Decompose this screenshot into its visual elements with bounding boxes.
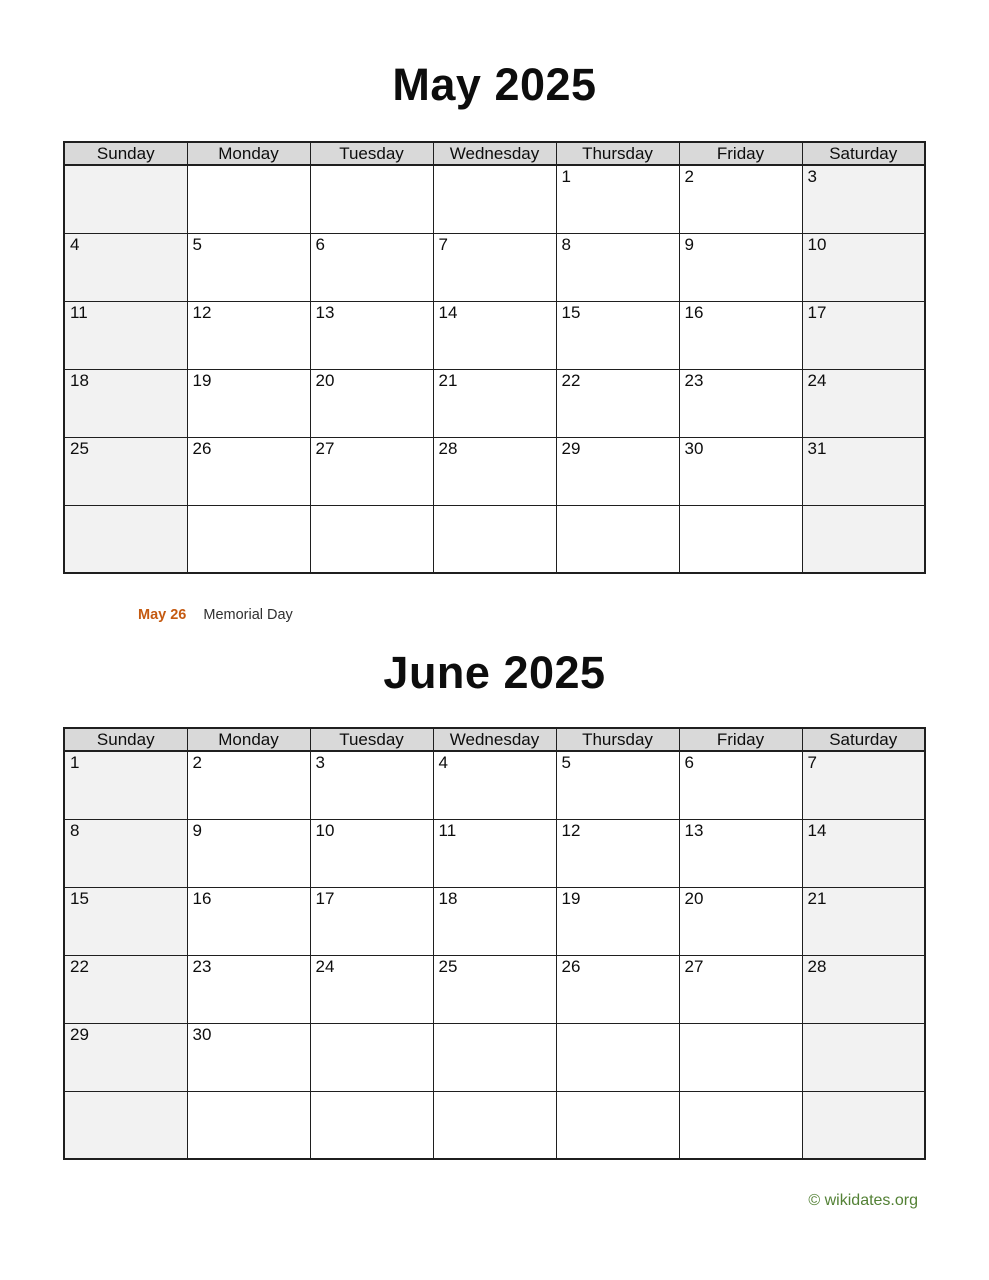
date-number — [188, 166, 310, 167]
date-number — [311, 166, 433, 167]
date-cell — [64, 1023, 187, 1091]
date-cell — [187, 1023, 310, 1091]
date-number: 27 — [684, 956, 704, 976]
date-cell — [679, 369, 802, 437]
empty-cell — [556, 1091, 679, 1159]
date-cell — [679, 887, 802, 955]
calendar-table-may — [63, 141, 926, 574]
date-number — [803, 1024, 925, 1025]
date-cell — [310, 887, 433, 955]
day-header-wednesday: Wednesday — [433, 728, 556, 751]
date-cell — [64, 369, 187, 437]
date-cell — [802, 751, 925, 819]
day-header-wednesday: Wednesday — [433, 142, 556, 165]
empty-cell — [802, 505, 925, 573]
day-header-saturday: Saturday — [802, 728, 925, 751]
date-cell — [64, 955, 187, 1023]
footer-credit-link[interactable]: © wikidates.org — [808, 1192, 918, 1209]
date-number: 28 — [438, 438, 458, 458]
date-cell — [187, 751, 310, 819]
date-cell — [802, 165, 925, 233]
date-number: 16 — [684, 302, 704, 322]
date-cell — [802, 233, 925, 301]
day-header-friday: Friday — [679, 728, 802, 751]
date-cell — [187, 369, 310, 437]
date-cell — [556, 301, 679, 369]
date-cell — [433, 233, 556, 301]
date-number: 13 — [315, 302, 335, 322]
week-row — [64, 887, 925, 955]
empty-cell — [64, 165, 187, 233]
date-number: 21 — [807, 888, 827, 908]
week-row — [64, 369, 925, 437]
date-number: 4 — [70, 234, 80, 254]
date-number: 1 — [70, 753, 80, 772]
date-number: 27 — [315, 438, 335, 458]
week-row — [64, 1023, 925, 1091]
date-number: 29 — [561, 438, 581, 458]
date-number: 25 — [70, 438, 89, 458]
date-cell — [433, 955, 556, 1023]
holiday-event-label: Memorial Day — [203, 607, 293, 623]
week-row — [64, 437, 925, 505]
date-cell — [802, 437, 925, 505]
empty-cell — [556, 1023, 679, 1091]
date-number: 29 — [70, 1024, 89, 1044]
week-row — [64, 751, 925, 819]
date-number: 11 — [70, 302, 88, 322]
date-number — [434, 1092, 556, 1093]
date-cell — [556, 369, 679, 437]
date-cell — [802, 955, 925, 1023]
date-cell — [187, 233, 310, 301]
date-number: 7 — [438, 234, 448, 254]
date-cell — [187, 819, 310, 887]
day-header-saturday: Saturday — [802, 142, 925, 165]
day-header-monday: Monday — [187, 728, 310, 751]
date-number: 5 — [561, 753, 571, 772]
date-number: 22 — [70, 956, 89, 976]
date-cell — [433, 819, 556, 887]
empty-cell — [64, 1091, 187, 1159]
empty-cell — [187, 1091, 310, 1159]
date-number: 24 — [807, 370, 827, 390]
date-number — [188, 1092, 310, 1093]
date-cell — [310, 751, 433, 819]
date-number: 3 — [807, 167, 817, 186]
date-number: 10 — [807, 234, 827, 254]
day-header-sunday: Sunday — [64, 728, 187, 751]
calendar-table-june — [63, 727, 926, 1160]
date-cell — [310, 819, 433, 887]
date-cell — [64, 751, 187, 819]
date-number: 19 — [192, 370, 212, 390]
week-row — [64, 165, 925, 233]
date-number: 19 — [561, 888, 581, 908]
date-number: 2 — [192, 753, 202, 772]
date-cell — [310, 955, 433, 1023]
week-row — [64, 233, 925, 301]
empty-cell — [802, 1091, 925, 1159]
date-number: 8 — [561, 234, 571, 254]
date-number — [680, 1092, 802, 1093]
date-number — [434, 506, 556, 507]
date-number — [434, 166, 556, 167]
date-cell — [679, 437, 802, 505]
date-cell — [556, 165, 679, 233]
date-number — [557, 506, 679, 507]
date-number: 8 — [70, 820, 80, 840]
date-cell — [679, 233, 802, 301]
date-number — [311, 506, 433, 507]
date-cell — [802, 301, 925, 369]
date-number — [65, 166, 187, 167]
date-number: 25 — [438, 956, 458, 976]
date-number — [65, 506, 187, 507]
date-number — [557, 1024, 679, 1025]
date-number: 23 — [684, 370, 704, 390]
date-cell — [310, 437, 433, 505]
date-cell — [310, 233, 433, 301]
day-header-thursday: Thursday — [556, 142, 679, 165]
empty-cell — [433, 505, 556, 573]
date-cell — [187, 955, 310, 1023]
date-number: 30 — [192, 1024, 212, 1044]
date-number: 18 — [70, 370, 89, 390]
month-title-may: May 2025 — [392, 59, 597, 110]
date-number: 11 — [438, 820, 457, 840]
empty-cell — [556, 505, 679, 573]
empty-cell — [433, 1091, 556, 1159]
date-cell — [433, 301, 556, 369]
date-number: 18 — [438, 888, 458, 908]
week-row — [64, 301, 925, 369]
date-cell — [187, 301, 310, 369]
date-number: 17 — [807, 302, 827, 322]
date-number: 20 — [684, 888, 704, 908]
empty-cell — [310, 505, 433, 573]
date-cell — [187, 887, 310, 955]
empty-cell — [310, 165, 433, 233]
date-number — [803, 1092, 925, 1093]
empty-cell — [310, 1023, 433, 1091]
date-number: 28 — [807, 956, 827, 976]
date-cell — [679, 819, 802, 887]
date-number: 14 — [438, 302, 458, 322]
date-cell — [433, 887, 556, 955]
date-cell — [556, 233, 679, 301]
date-cell — [556, 887, 679, 955]
empty-cell — [310, 1091, 433, 1159]
date-number: 1 — [561, 167, 571, 186]
date-number: 15 — [561, 302, 581, 322]
date-number: 3 — [315, 753, 325, 772]
date-number — [65, 1092, 187, 1093]
date-cell — [679, 955, 802, 1023]
empty-cell — [433, 1023, 556, 1091]
date-cell — [64, 887, 187, 955]
date-number — [557, 1092, 679, 1093]
date-number: 16 — [192, 888, 212, 908]
empty-cell — [679, 1023, 802, 1091]
date-number: 24 — [315, 956, 335, 976]
date-cell — [433, 369, 556, 437]
month-title-june: June 2025 — [383, 647, 606, 698]
week-row — [64, 505, 925, 573]
date-number — [434, 1024, 556, 1025]
empty-cell — [187, 165, 310, 233]
date-cell — [433, 751, 556, 819]
date-number: 9 — [684, 234, 694, 254]
date-number — [803, 506, 925, 507]
date-cell — [802, 887, 925, 955]
date-number: 23 — [192, 956, 212, 976]
empty-cell — [679, 1091, 802, 1159]
date-cell — [679, 301, 802, 369]
date-cell — [310, 369, 433, 437]
date-cell — [802, 369, 925, 437]
day-header-tuesday: Tuesday — [310, 728, 433, 751]
date-number: 26 — [561, 956, 581, 976]
date-number: 7 — [807, 753, 817, 772]
date-number: 6 — [684, 753, 694, 772]
empty-cell — [64, 505, 187, 573]
day-header-thursday: Thursday — [556, 728, 679, 751]
day-header-monday: Monday — [187, 142, 310, 165]
date-number — [680, 506, 802, 507]
date-number: 12 — [561, 820, 581, 840]
date-number: 30 — [684, 438, 704, 458]
date-cell — [556, 751, 679, 819]
day-header-row — [64, 142, 925, 165]
date-number — [311, 1092, 433, 1093]
date-number: 21 — [438, 370, 458, 390]
date-number: 4 — [438, 753, 448, 772]
date-number: 31 — [807, 438, 827, 458]
date-number: 12 — [192, 302, 212, 322]
date-number: 20 — [315, 370, 335, 390]
date-number: 6 — [315, 234, 325, 254]
date-number: 5 — [192, 234, 202, 254]
empty-cell — [433, 165, 556, 233]
date-cell — [679, 751, 802, 819]
date-number: 17 — [315, 888, 335, 908]
date-cell — [556, 955, 679, 1023]
empty-cell — [187, 505, 310, 573]
date-cell — [556, 819, 679, 887]
date-cell — [679, 165, 802, 233]
date-cell — [433, 437, 556, 505]
date-number: 9 — [192, 820, 202, 840]
week-row — [64, 1091, 925, 1159]
day-header-friday: Friday — [679, 142, 802, 165]
date-cell — [556, 437, 679, 505]
date-cell — [64, 301, 187, 369]
date-cell — [310, 301, 433, 369]
holiday-date-label: May 26 — [138, 607, 187, 623]
date-number — [188, 506, 310, 507]
date-cell — [802, 819, 925, 887]
date-number: 15 — [70, 888, 89, 908]
day-header-row — [64, 728, 925, 751]
empty-cell — [679, 505, 802, 573]
date-number: 22 — [561, 370, 581, 390]
date-number — [680, 1024, 802, 1025]
day-header-sunday: Sunday — [64, 142, 187, 165]
date-number: 2 — [684, 167, 694, 186]
date-number: 13 — [684, 820, 704, 840]
empty-cell — [802, 1023, 925, 1091]
date-number: 26 — [192, 438, 212, 458]
date-cell — [64, 437, 187, 505]
date-number — [311, 1024, 433, 1025]
date-number: 10 — [315, 820, 335, 840]
week-row — [64, 955, 925, 1023]
day-header-tuesday: Tuesday — [310, 142, 433, 165]
date-number: 14 — [807, 820, 827, 840]
date-cell — [64, 819, 187, 887]
date-cell — [187, 437, 310, 505]
week-row — [64, 819, 925, 887]
date-cell — [64, 233, 187, 301]
holiday-note — [138, 607, 293, 624]
